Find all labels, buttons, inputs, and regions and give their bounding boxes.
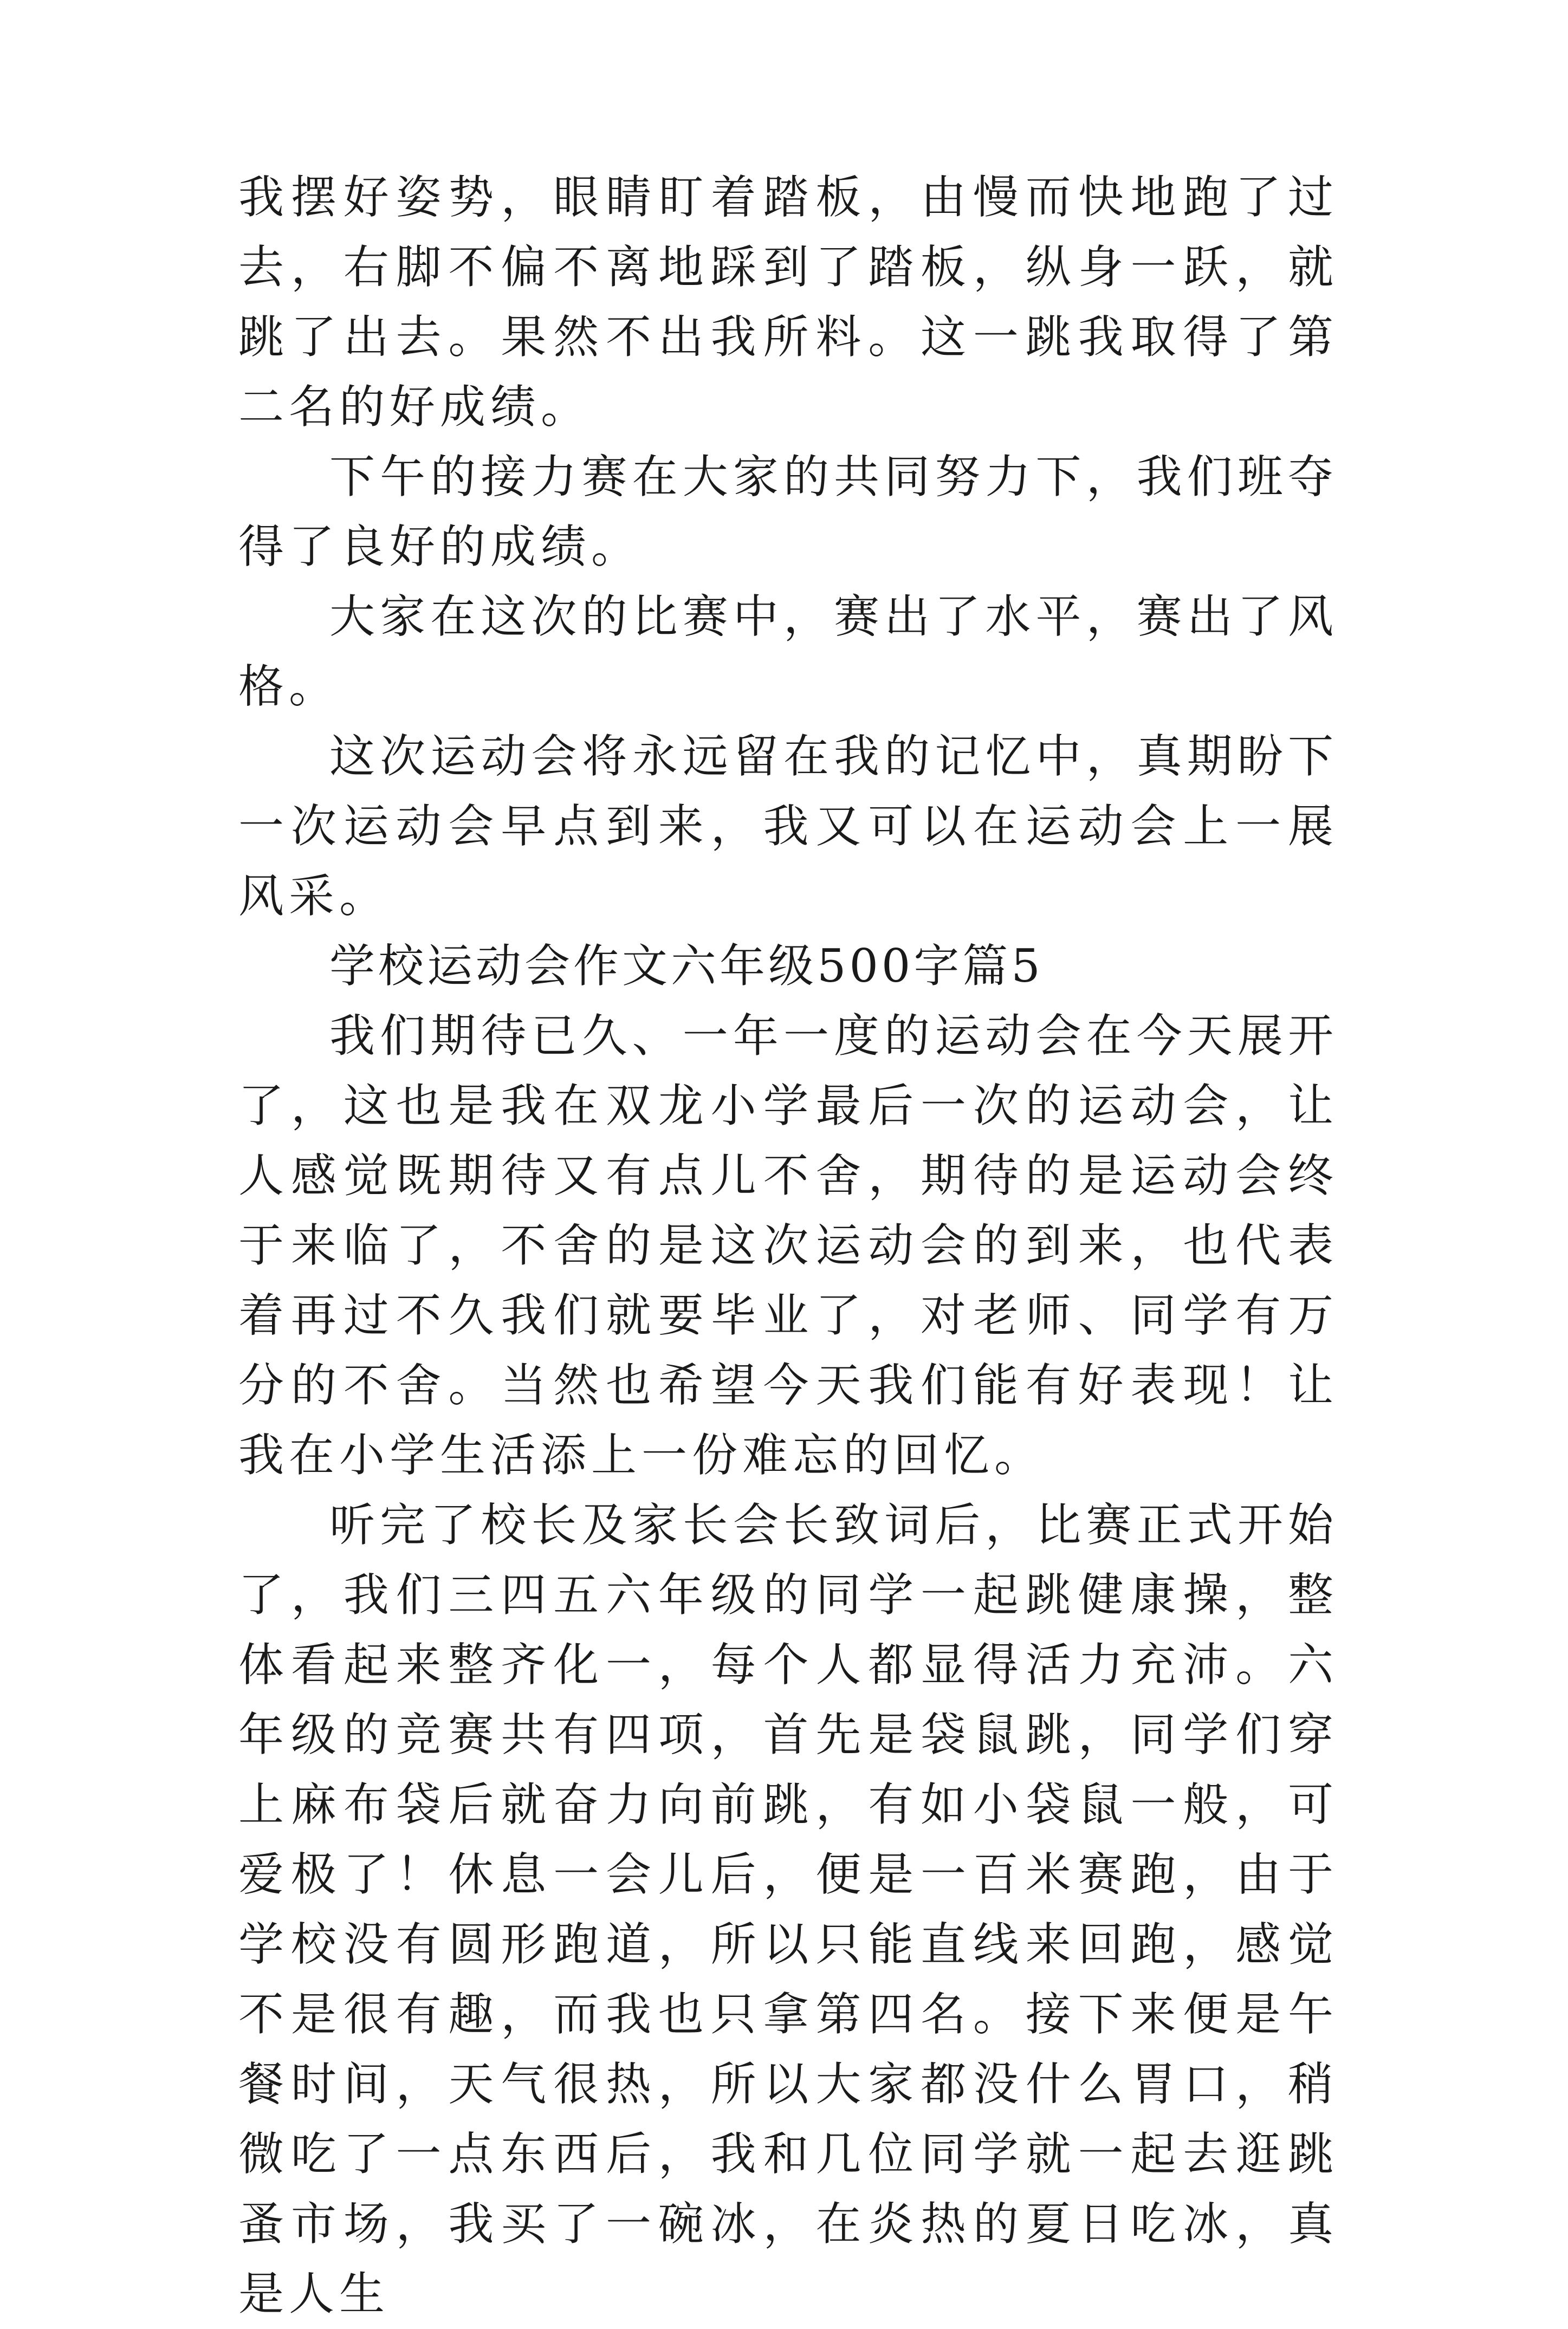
paragraph-events: 听完了校长及家长会长致词后，比赛正式开始了，我们三四五六年级的同学一起跳健康操，整体看起来整齐化一，每个人都显得活力充沛。六年级的竞赛共有四项，首先是袋鼠跳，同学们穿上麻布袋后就奋力向前跳，有如小袋鼠一般，可爱极了！休息一会儿后，便是一百米赛跑，由于学校没有圆形跑道，所以只能直线来回跑，感觉不是很有趣，而我也只拿第四名。接下来便是午餐时间，天气很热，所以大家都没什么胃口，稍微吃了一点东西后，我和几位同学就一起去逛跳蚤市场，我买了一碗冰，在炎热的夏日吃冰，真是人生: [238, 1498, 1338, 2320]
document-body: [238, 163, 1338, 2329]
paragraph-competition: 大家在这次的比赛中，赛出了水平，赛出了风格。: [238, 590, 1338, 713]
section-title: 学校运动会作文六年级500字篇5: [329, 939, 1044, 992]
paragraph-memory: 这次运动会将永远留在我的记忆中，真期盼下一次运动会早点到来，我又可以在运动会上一展风采。: [238, 730, 1338, 923]
paragraph-long-jump: 我摆好姿势，眼睛盯着踏板，由慢而快地跑了过去，右脚不偏不离地踩到了踏板，纵身一跃，就跳了出去。果然不出我所料。这一跳我取得了第二名的好成绩。: [238, 171, 1338, 433]
paragraph-intro: 我们期待已久、一年一度的运动会在今天展开了，这也是我在双龙小学最后一次的运动会，让人感觉既期待又有点儿不舍，期待的是运动会终于来临了，不舍的是这次运动会的到来，也代表着再过不久我们就要毕业了，对老师、同学有万分的不舍。当然也希望今天我们能有好表现！让我在小学生活添上一份难忘的回忆。: [238, 1009, 1338, 1482]
paragraph-relay: 下午的接力赛在大家的共同努力下，我们班夺得了良好的成绩。: [238, 450, 1338, 573]
